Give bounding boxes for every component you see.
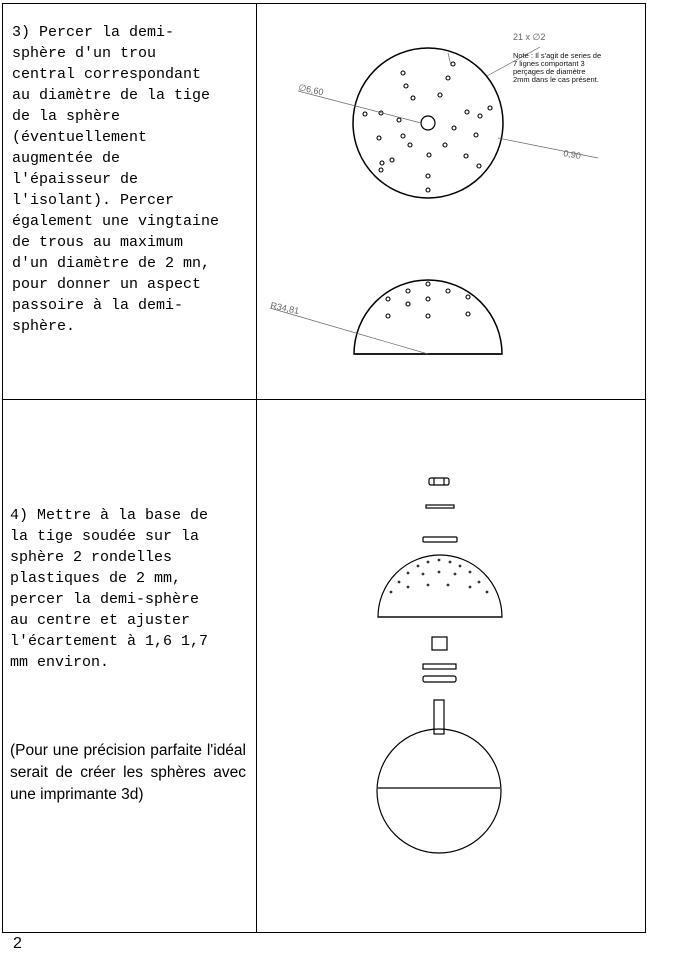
dim-center-diameter: ∅6,60 xyxy=(297,82,325,98)
precision-note: (Pour une précision parfaite l'idéal serait de créer les sphères avec une imprimante 3d) xyxy=(10,742,246,803)
perforated-hemisphere xyxy=(378,555,502,617)
washer-lower-2 xyxy=(423,676,456,682)
washer-plastic xyxy=(423,537,457,542)
side-view-hemisphere xyxy=(354,280,502,354)
spacer xyxy=(432,637,447,650)
nut xyxy=(429,478,449,485)
row-divider xyxy=(3,399,645,400)
full-sphere xyxy=(377,729,501,853)
dim-side: 0,90 xyxy=(562,148,582,162)
drawing-note-line-2: 7 lignes comportant 3 xyxy=(513,59,585,68)
column-divider xyxy=(256,4,257,932)
hemisphere-technical-drawing xyxy=(258,8,643,393)
drawing-note-line-1: Note : Il s'agit de series de xyxy=(513,51,602,60)
perforation-holes xyxy=(363,62,492,192)
step-3-text: 3) Percer la demi- sphère d'un trou central correspondant au diamètre de la tige de la sphère (éventuellement augmentée de l'épaisseur de l'isolant). Percer également une vingtaine de trous au maximum d'un diamètre de 2 mn, pour donner un aspect passoire à la demi- sphère. xyxy=(12,24,220,335)
step-4-text: 4) Mettre à la base de la tige soudée sur la sphère 2 rondelles plastiques de 2 mm, percer la demi-sphère au centre et ajuster l'écartement à 1,6 1,7 mm environ. xyxy=(10,507,209,671)
exploded-assembly-drawing xyxy=(258,402,643,927)
central-hole xyxy=(421,116,435,130)
washer-lower-1 xyxy=(423,664,456,669)
page-number: 2 xyxy=(13,935,22,952)
dim-radius: R34,81 xyxy=(269,300,301,316)
dim-holes-count: 21 x ∅2 xyxy=(513,32,546,42)
drawing-note-line-4: 2mm dans le cas présent. xyxy=(513,75,599,84)
top-view-circle xyxy=(353,48,503,198)
washer-top xyxy=(426,505,454,508)
drawing-note-line-3: perçages de diamètre xyxy=(513,67,586,76)
